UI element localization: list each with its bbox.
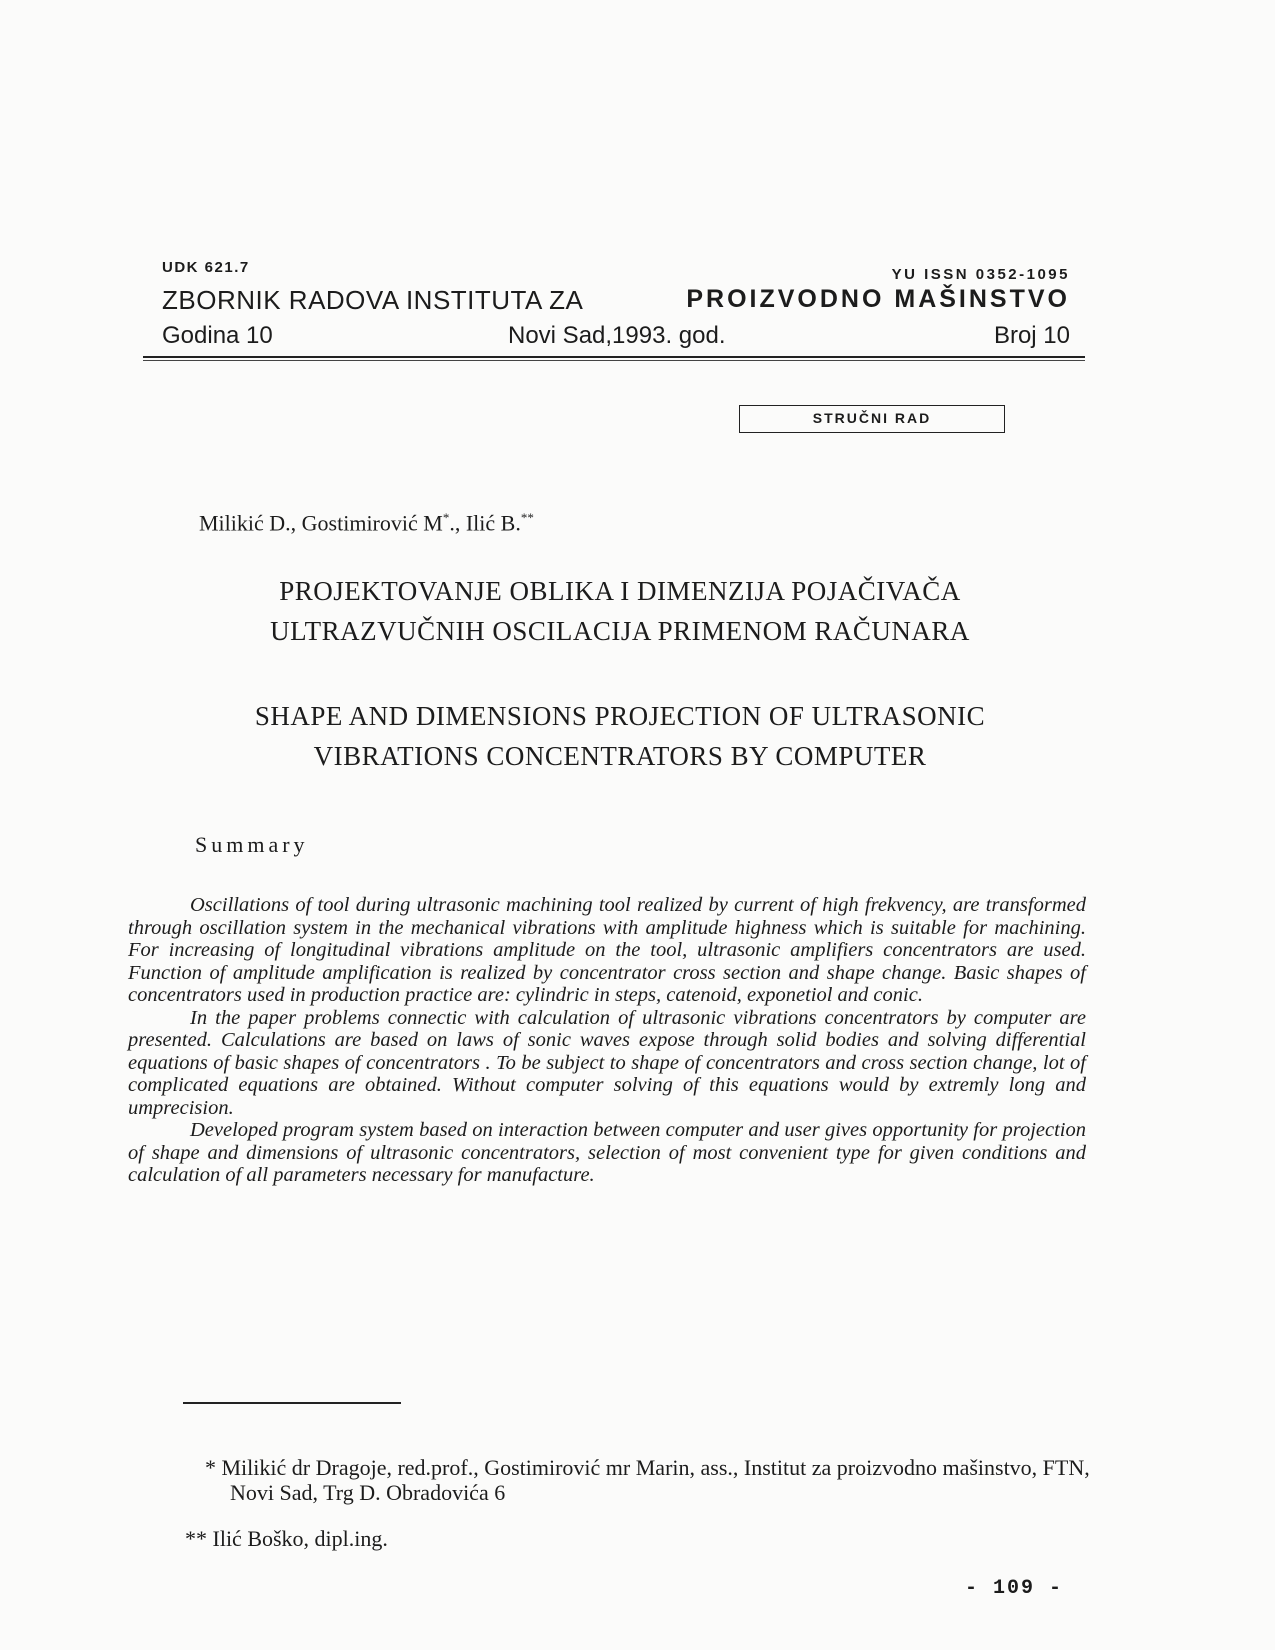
author-names-2: ., Ilić B. [449, 510, 521, 536]
udk-code: UDK 621.7 [162, 259, 250, 276]
abstract-paragraph-3: Developed program system based on interaction between computer and user gives opportunity for projection of shape and dimensions of ultrasonic concentrators, selection of most convenient type for given conditions and calculation of all parameters necessary for manufacture. [128, 1119, 1086, 1186]
footnote-2: ** Ilić Boško, dipl.ing. [185, 1526, 388, 1551]
abstract [128, 894, 1086, 1187]
title-serbian-line-1: PROJEKTOVANJE OBLIKA I DIMENZIJA POJAČIVAČA [279, 576, 961, 606]
footnote-1: * Milikić dr Dragoje, red.prof., Gostimirović mr Marin, ass., Institut za proizvodno mašinstvo, FTN, Novi Sad, Trg D. Obradovića 6 [205, 1455, 1090, 1505]
author-mark-2: ** [520, 510, 534, 525]
page-number: - 109 - [964, 1577, 1063, 1600]
abstract-paragraph-2: In the paper problems connectic with calculation of ultrasonic vibrations concentrators by computer are presented. Calculations are based on laws of sonic waves expose through solid bodies and solving differential equations of basic shapes of concentrators . To be subject to shape of concentrators and cross section change, lot of complicated equations are obtained. Without computer solving of this equations would by extremly long and umprecision. [128, 1006, 1086, 1119]
journal-issue: Broj 10 [993, 322, 1070, 349]
author-names-1: Milikić D., Gostimirović M [199, 510, 443, 536]
title-english [150, 696, 1090, 776]
footnote-rule [183, 1402, 401, 1404]
author-mark-1: * [442, 510, 450, 525]
title-serbian [150, 571, 1090, 651]
journal-title-bold: PROIZVODNO MAŠINSTVO [686, 285, 1070, 313]
abstract-paragraph-1: Oscillations of tool during ultrasonic machining tool realized by current of high frekvency, are transformed through oscillation system in the mechanical vibrations with amplitude highness which is suitable for machining. For increasing of longitudinal vibrations amplitude on the tool, ultrasonic amplifiers concentrators are used. Function of amplitude amplification is realized by concentrator cross section and shape change. Basic shapes of concentrators used in production practice are: cylindric in steps, catenoid, exponetiol and conic. [128, 894, 1086, 1006]
author-list [199, 510, 534, 536]
title-serbian-line-2: ULTRAZVUČNIH OSCILACIJA PRIMENOM RAČUNARA [270, 616, 970, 646]
header-rule [143, 356, 1085, 358]
title-english-line-2: VIBRATIONS CONCENTRATORS BY COMPUTER [313, 741, 927, 771]
summary-heading: Summary [195, 832, 309, 857]
journal-year: Godina 10 [162, 322, 273, 349]
issn-code: YU ISSN 0352-1095 [891, 266, 1070, 283]
title-english-line-1: SHAPE AND DIMENSIONS PROJECTION OF ULTRASONIC [254, 701, 986, 731]
journal-title [162, 285, 1070, 316]
header-rule-thin [143, 360, 1085, 361]
journal-place-date: Novi Sad,1993. god. [508, 322, 726, 349]
journal-title-plain: ZBORNIK RADOVA INSTITUTA ZA [162, 285, 584, 315]
paper-type-box: STRUČNI RAD [739, 405, 1005, 433]
